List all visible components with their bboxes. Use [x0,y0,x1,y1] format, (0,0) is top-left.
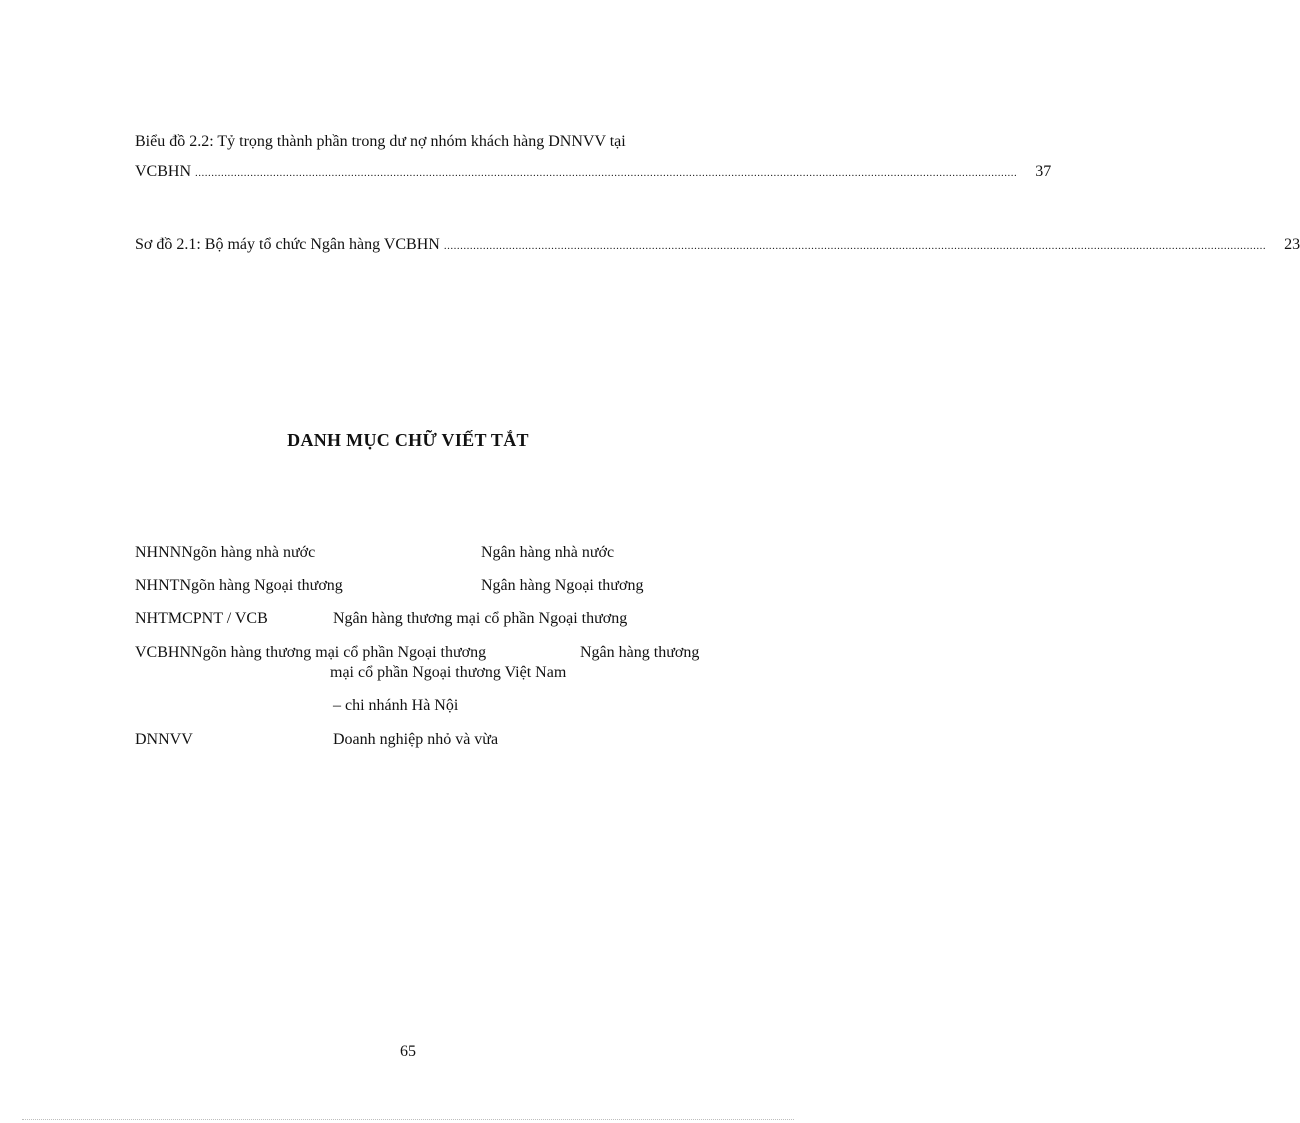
toc-entry-diagram-2-1 [135,236,1300,254]
abbr-term-nhnn: NHNNNgõn hàng nhà nước [135,544,316,561]
abbr-meaning-vcbhn: Ngân hàng thương [580,644,700,661]
abbr-term-nhnt: NHNTNgõn hàng Ngoại thương [135,577,343,594]
abbr-meaning-nhtmcpnt-vcb: Ngân hàng thương mại cổ phần Ngoại thương [333,610,628,627]
toc-leader-dots: ............................................................................................................................................................................................................................................................. [443,240,1267,252]
page-bottom-divider [22,1119,794,1120]
toc-entry-chart-2-2-line1: Biểu đồ 2.2: Tỷ trọng thành phần trong dư nợ nhóm khách hàng DNNVV tại [135,133,626,150]
abbr-meaning-nhnt: Ngân hàng Ngoại thương [481,577,644,594]
abbr-meaning-nhnn: Ngân hàng nhà nước [481,544,615,561]
toc-entry-chart-2-2-line2 [135,163,1052,181]
toc-leader-dots: ............................................................................................................................................................................................................................................................. [195,167,1018,179]
abbr-term-nhtmcpnt-vcb: NHTMCPNT / VCB [135,610,268,627]
toc-entry-diagram-2-1-label: Sơ đồ 2.1: Bộ máy tổ chức Ngân hàng VCBHN [135,236,440,253]
page-number: 65 [400,1043,416,1060]
abbr-meaning-dnnvv: Doanh nghiệp nhỏ và vừa [333,731,499,748]
abbr-meaning-vcbhn-line3: – chi nhánh Hà Nội [333,697,459,714]
abbr-term-dnnvv: DNNVV [135,731,193,748]
abbr-meaning-vcbhn-line2: mại cổ phần Ngoại thương Việt Nam [330,664,567,681]
abbr-term-vcbhn: VCBHNNgõn hàng thương mại cổ phần Ngoại thương [135,644,487,661]
toc-entry-chart-2-2-label: VCBHN [135,163,192,180]
section-title: DANH MỤC CHỮ VIẾT TẮT [287,430,529,450]
toc-entry-chart-2-2-page: 37 [1035,163,1052,180]
toc-entry-diagram-2-1-page: 23 [1284,236,1300,253]
